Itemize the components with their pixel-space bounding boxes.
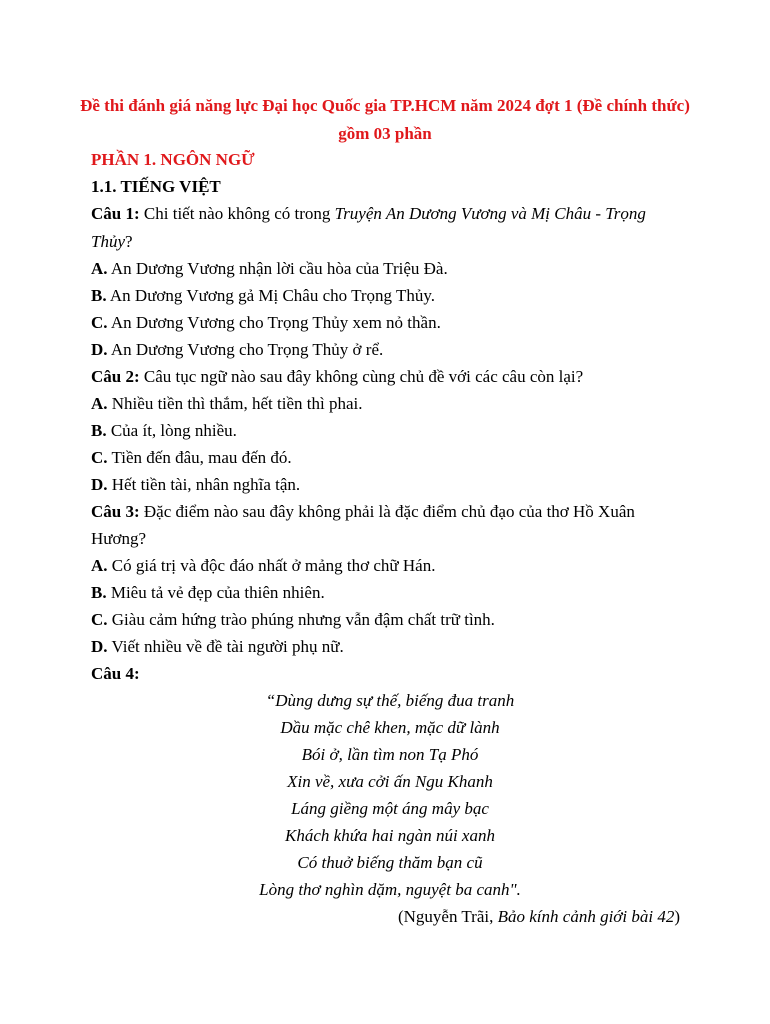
poem-line: Dầu mặc chê khen, mặc dữ lành <box>280 718 500 737</box>
poem-line: Láng giềng một áng mây bạc <box>291 799 489 818</box>
option-key: C. <box>91 313 108 332</box>
question-3 <box>91 501 635 523</box>
question-3-cont: Hương? <box>91 529 147 548</box>
option-c <box>91 447 292 469</box>
option-text: An Dương Vương nhận lời cầu hòa của Triệu Đà. <box>107 259 448 278</box>
option-b <box>91 420 237 442</box>
option-a <box>91 393 362 415</box>
option-text: Tiền đến đâu, mau đến đó. <box>107 448 292 467</box>
option-text: Nhiều tiền thì thắm, hết tiền thì phai. <box>107 394 363 413</box>
option-text: Của ít, lòng nhiều. <box>106 421 237 440</box>
option-text: Viết nhiều về đề tài người phụ nữ. <box>107 637 344 656</box>
option-key: B. <box>91 421 107 440</box>
option-a <box>91 555 435 577</box>
option-text: An Dương Vương gả Mị Châu cho Trọng Thủy. <box>106 286 436 305</box>
source-close: ) <box>674 907 680 926</box>
question-1-cont <box>91 231 133 253</box>
option-text: Hết tiền tài, nhân nghĩa tận. <box>107 475 301 494</box>
option-text: An Dương Vương cho Trọng Thủy xem nỏ thần. <box>107 313 441 332</box>
option-key: C. <box>91 448 108 467</box>
source-author: (Nguyễn Trãi, <box>397 907 498 926</box>
option-key: A. <box>91 259 108 278</box>
option-key: A. <box>91 394 108 413</box>
option-key: A. <box>91 556 108 575</box>
option-d <box>91 636 344 658</box>
question-4-label: Câu 4: <box>91 664 140 683</box>
question-text: Chi tiết nào không có trong <box>139 204 335 223</box>
option-text: Giàu cảm hứng trào phúng nhưng vẫn đậm chất trữ tình. <box>107 610 495 629</box>
poem-line: Lòng thơ nghìn dặm, nguyệt ba canh". <box>259 880 521 899</box>
poem-line: Có thuở biếng thăm bạn cũ <box>297 853 483 872</box>
poem-line: “Dùng dưng sự thế, biếng đua tranh <box>265 691 515 710</box>
option-a <box>91 258 448 280</box>
poem-line: Khách khứa hai ngàn núi xanh <box>285 826 495 845</box>
question-1 <box>91 203 646 225</box>
option-key: B. <box>91 583 107 602</box>
option-b <box>91 582 325 604</box>
section-heading: PHẦN 1. NGÔN NGỮ <box>91 150 255 169</box>
option-d <box>91 339 383 361</box>
option-text: Miêu tả vẻ đẹp của thiên nhiên. <box>106 583 325 602</box>
question-label: Câu 3: <box>91 502 140 521</box>
option-c <box>91 312 441 334</box>
option-key: B. <box>91 286 107 305</box>
option-key: D. <box>91 475 108 494</box>
source-work: Bảo kính cảnh giới bài 42 <box>497 907 675 926</box>
subsection-heading: 1.1. TIẾNG VIỆT <box>91 177 221 196</box>
poem-source <box>398 906 680 928</box>
work-title-cont: Thủy <box>91 232 125 251</box>
question-text: Câu tục ngữ nào sau đây không cùng chủ đề với các câu còn lại? <box>139 367 584 386</box>
poem-line: Bói ở, lần tìm non Tạ Phó <box>301 745 479 764</box>
question-2 <box>91 366 583 388</box>
option-key: C. <box>91 610 108 629</box>
question-mark: ? <box>125 232 133 251</box>
question-text: Đặc điểm nào sau đây không phải là đặc điểm chủ đạo của thơ Hồ Xuân <box>139 502 635 521</box>
option-b <box>91 285 435 307</box>
document-title: Đề thi đánh giá năng lực Đại học Quốc gia TP.HCM năm 2024 đợt 1 (Đề chính thức) gồm 03 phần <box>80 96 690 143</box>
option-text: An Dương Vương cho Trọng Thủy ở rể. <box>107 340 384 359</box>
poem-line: Xin về, xưa cởi ấn Ngu Khanh <box>287 772 493 791</box>
option-key: D. <box>91 637 108 656</box>
work-title: Truyện An Dương Vương và Mị Châu - Trọng <box>334 204 646 223</box>
option-text: Có giá trị và độc đáo nhất ở mảng thơ chữ Hán. <box>107 556 436 575</box>
question-label: Câu 1: <box>91 204 140 223</box>
option-c <box>91 609 495 631</box>
option-d <box>91 474 300 496</box>
question-label: Câu 2: <box>91 367 140 386</box>
option-key: D. <box>91 340 108 359</box>
